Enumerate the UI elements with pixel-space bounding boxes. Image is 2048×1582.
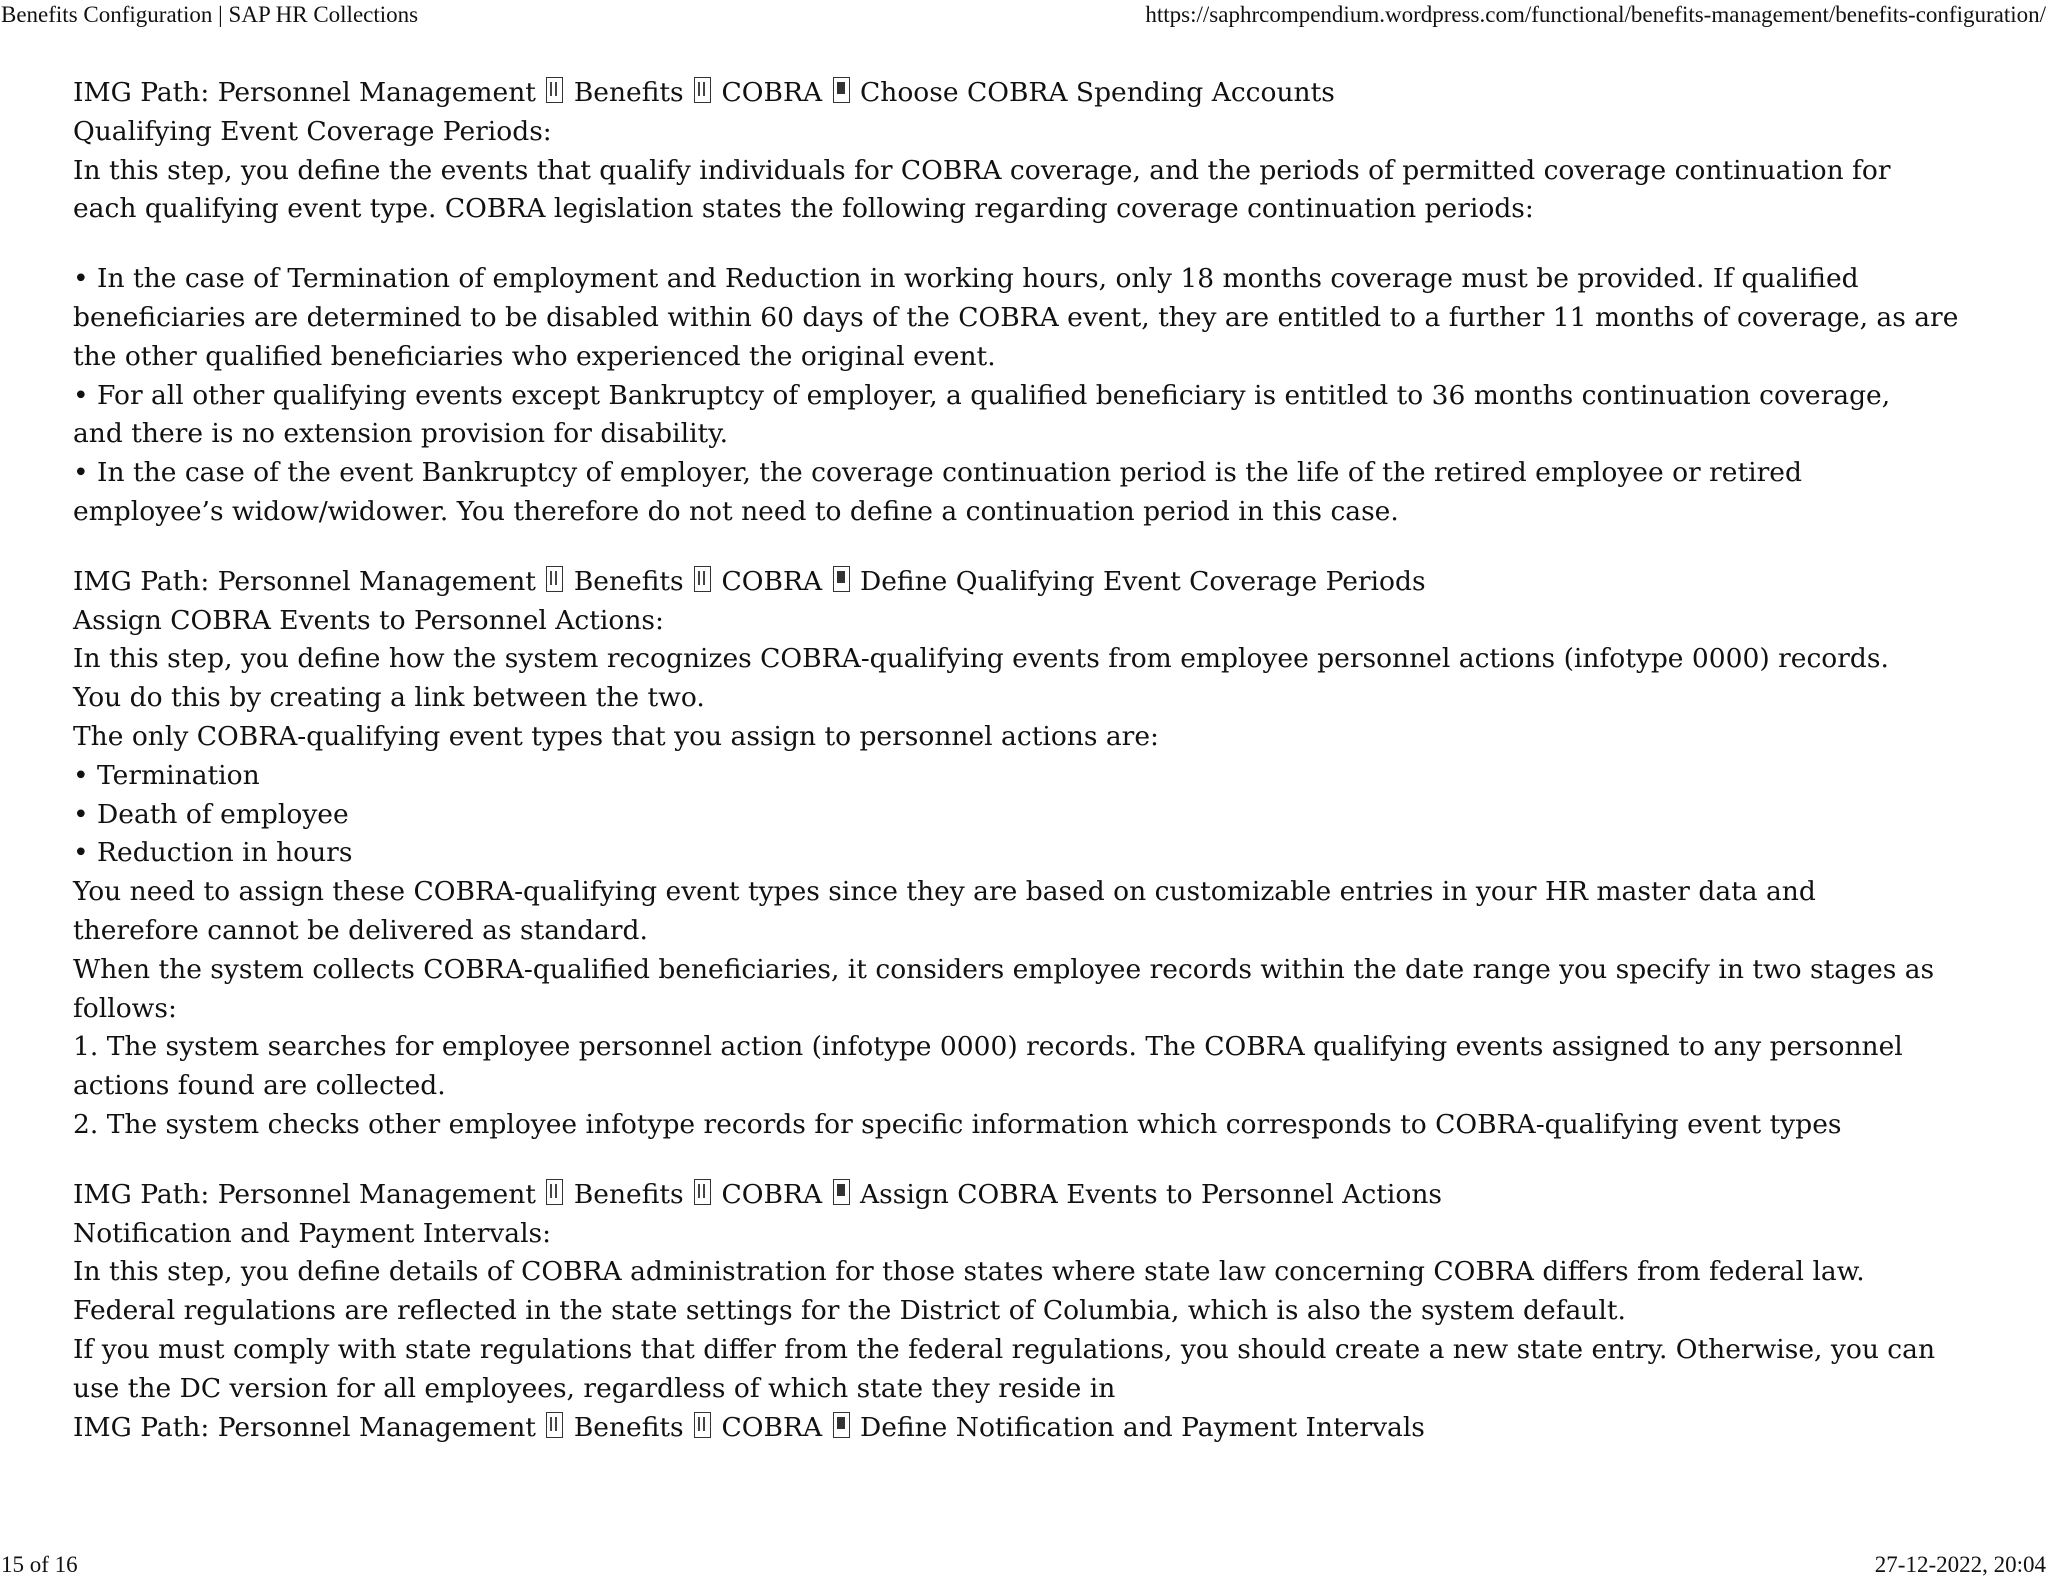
bullet-line: employee’s widow/widower. You therefore do not need to define a continuation period in this case.	[73, 495, 1399, 527]
section-heading: Assign COBRA Events to Personnel Actions:	[73, 604, 664, 636]
missing-glyph-icon	[694, 1179, 711, 1205]
bullet-line: • Reduction in hours	[73, 837, 353, 869]
missing-glyph-icon	[546, 1412, 563, 1438]
img-path-3	[73, 1176, 1993, 1215]
paragraph-line: In this step, you define details of COBRA administration for those states where state law concerning COBRA differs from federal law.	[73, 1256, 1865, 1288]
bullet-line: • In the case of the event Bankruptcy of employer, the coverage continuation period is the life of the retired employee or retired	[73, 457, 1802, 489]
img-path-prefix: IMG Path: Personnel Management	[73, 1411, 536, 1443]
img-path-cobra: COBRA	[721, 565, 823, 597]
print-datetime: 27-12-2022, 20:04	[1874, 1552, 2046, 1577]
section-heading: Qualifying Event Coverage Periods:	[73, 115, 552, 147]
paragraph-line: You need to assign these COBRA-qualifying event types since they are based on customizable entries in your HR master data and	[73, 876, 1816, 908]
bullet-line: • Death of employee	[73, 798, 349, 830]
page-url[interactable]: https://saphrcompendium.wordpress.com/functional/benefits-management/benefits-configuration/	[1145, 2, 2046, 27]
img-path-benefits: Benefits	[573, 565, 684, 597]
paragraph-line: therefore cannot be delivered as standard.	[73, 914, 648, 946]
img-path-cobra: COBRA	[721, 77, 823, 108]
img-path-cobra: COBRA	[721, 1411, 823, 1443]
img-path-end: Assign COBRA Events to Personnel Actions	[859, 1178, 1442, 1210]
bullet-line: • Termination	[73, 759, 260, 791]
img-path-benefits: Benefits	[573, 77, 684, 108]
paragraph-line: When the system collects COBRA-qualified beneficiaries, it considers employee records within the date range you specify in two stages as	[73, 953, 1935, 985]
img-path-benefits: Benefits	[573, 1178, 684, 1210]
bullet-line: • For all other qualifying events except Bankruptcy of employer, a qualified beneficiary is entitled to 36 months continuation coverage,	[73, 379, 1891, 411]
paragraph-line: If you must comply with state regulations that differ from the federal regulations, you should create a new state entry. Otherwise, you can	[73, 1333, 1936, 1365]
article-body	[73, 74, 1993, 1447]
missing-glyph-icon	[833, 1179, 850, 1205]
img-path-prefix: IMG Path: Personnel Management	[73, 565, 536, 597]
img-path-benefits: Benefits	[573, 1411, 684, 1443]
paragraph-line: In this step, you define the events that qualify individuals for COBRA coverage, and the periods of permitted coverage continuation for	[73, 154, 1891, 186]
bullet-line: • In the case of Termination of employment and Reduction in working hours, only 18 months coverage must be provided. If qualified	[73, 263, 1859, 295]
bullet-line: beneficiaries are determined to be disabled within 60 days of the COBRA event, they are entitled to a further 11 months of coverage, as are	[73, 301, 1959, 333]
img-path-prefix: IMG Path: Personnel Management	[73, 1178, 536, 1210]
missing-glyph-icon	[694, 77, 711, 103]
numbered-line: 2. The system checks other employee infotype records for specific information which corresponds to COBRA-qualifying event types	[73, 1108, 1842, 1140]
bullet-line: the other qualified beneficiaries who experienced the original event.	[73, 340, 996, 372]
paragraph-line: each qualifying event type. COBRA legislation states the following regarding coverage continuation periods:	[73, 193, 1534, 225]
paragraph-line: follows:	[73, 992, 177, 1024]
paragraph-line: Federal regulations are reflected in the state settings for the District of Columbia, which is also the system default.	[73, 1295, 1626, 1327]
missing-glyph-icon	[833, 1412, 850, 1438]
missing-glyph-icon	[694, 1412, 711, 1438]
paragraph-line: You do this by creating a link between the two.	[73, 682, 705, 714]
missing-glyph-icon	[694, 566, 711, 592]
missing-glyph-icon	[546, 566, 563, 592]
img-path-2	[73, 563, 1993, 602]
img-path-1	[73, 74, 1993, 113]
paragraph-line: use the DC version for all employees, regardless of which state they reside in	[73, 1372, 1116, 1404]
paragraph-line: The only COBRA-qualifying event types that you assign to personnel actions are:	[73, 720, 1159, 752]
page-number: 15 of 16	[1, 1552, 78, 1577]
img-path-end: Choose COBRA Spending Accounts	[859, 77, 1335, 108]
img-path-4	[73, 1409, 1993, 1448]
numbered-line: actions found are collected.	[73, 1070, 446, 1102]
img-path-end: Define Notification and Payment Intervals	[859, 1411, 1425, 1443]
missing-glyph-icon	[833, 77, 850, 103]
missing-glyph-icon	[546, 1179, 563, 1205]
bullet-line: and there is no extension provision for disability.	[73, 418, 729, 450]
missing-glyph-icon	[546, 77, 563, 103]
section-heading: Notification and Payment Intervals:	[73, 1217, 552, 1249]
page-title: Benefits Configuration | SAP HR Collections	[1, 2, 419, 27]
missing-glyph-icon	[833, 566, 850, 592]
numbered-line: 1. The system searches for employee personnel action (infotype 0000) records. The COBRA qualifying events assigned to any personnel	[73, 1031, 1903, 1063]
img-path-cobra: COBRA	[721, 1178, 823, 1210]
img-path-prefix: IMG Path: Personnel Management	[73, 77, 536, 108]
img-path-end: Define Qualifying Event Coverage Periods	[859, 565, 1426, 597]
paragraph-line: In this step, you define how the system recognizes COBRA-qualifying events from employee personnel actions (infotype 0000) records.	[73, 643, 1889, 675]
